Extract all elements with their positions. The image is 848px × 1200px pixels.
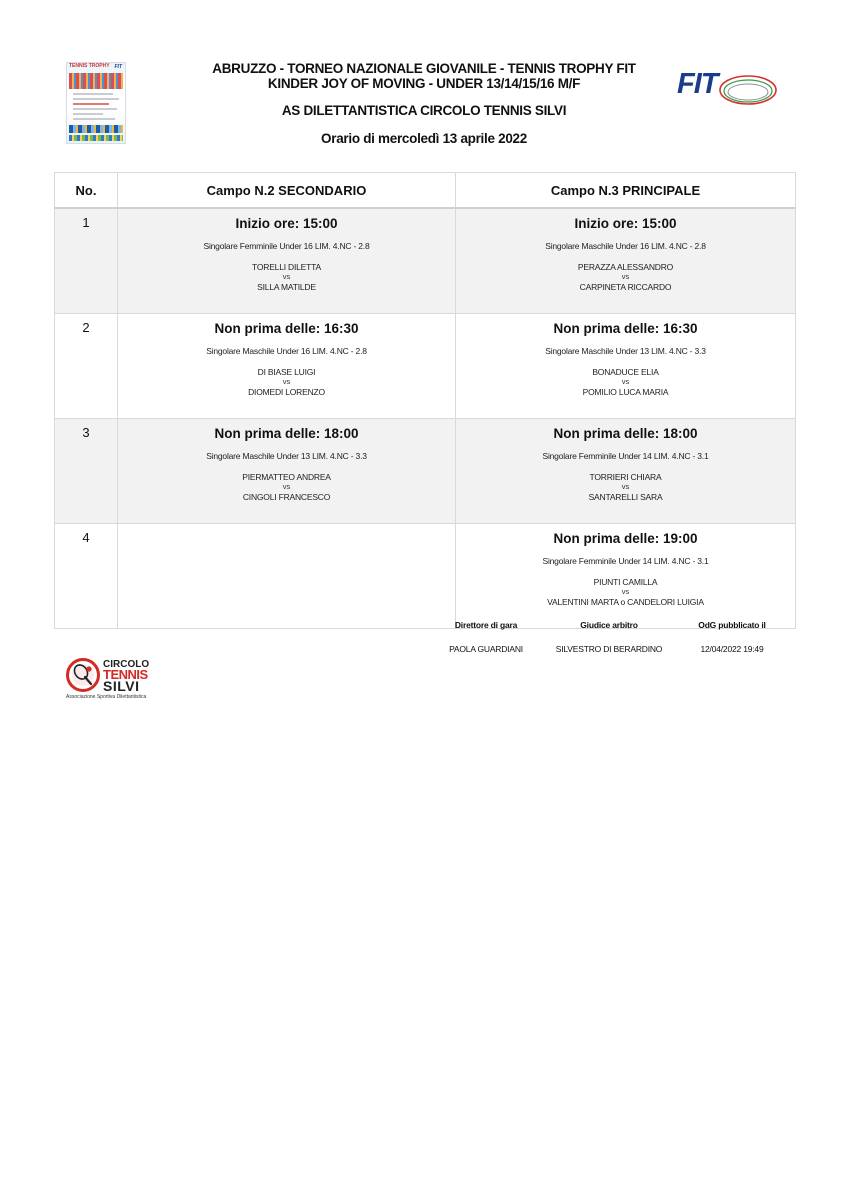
match-number: 4	[55, 524, 118, 629]
match-event: Singolare Maschile Under 16 LIM. 4.NC - 2.8	[545, 241, 706, 251]
tournament-poster-image	[66, 62, 126, 144]
versus-label: vs	[621, 587, 630, 596]
club-logo-word-3: SILVI	[103, 678, 140, 694]
player-1: DI BIASE LUIGI	[257, 367, 316, 377]
match-cell-court-2	[118, 314, 456, 419]
document-title	[140, 61, 708, 91]
match-event: Singolare Femminile Under 16 LIM. 4.NC - 2.8	[203, 241, 370, 251]
player-1: TORRIERI CHIARA	[589, 472, 662, 482]
poster-footer-band	[69, 135, 123, 141]
player-1: PIERMATTEO ANDREA	[242, 472, 331, 482]
table-row	[55, 524, 796, 629]
versus-label: vs	[282, 377, 291, 386]
match-number: 3	[55, 419, 118, 524]
match-time: Non prima delle: 19:00	[553, 531, 698, 546]
match-time: Inizio ore: 15:00	[235, 216, 338, 231]
player-2: CARPINETA RICCARDO	[579, 282, 672, 292]
club-logo-word-1: CIRCOLO	[103, 659, 150, 670]
published-datetime: 12/04/2022 19:49	[700, 644, 764, 654]
player-2: POMILIO LUCA MARIA	[582, 387, 669, 397]
player-2: DIOMEDI LORENZO	[248, 387, 325, 397]
title-line-2: KINDER JOY OF MOVING - UNDER 13/14/15/16 M/F	[267, 76, 581, 91]
table-row	[55, 419, 796, 524]
table-row	[55, 208, 796, 314]
match-cell-court-3	[456, 524, 796, 629]
match-event: Singolare Maschile Under 13 LIM. 4.NC - 3.3	[206, 451, 367, 461]
table-row	[55, 314, 796, 419]
match-cell-court-3	[456, 314, 796, 419]
table-header-row	[55, 173, 796, 209]
director-name: PAOLA GUARDIANI	[449, 644, 523, 654]
director-label: Direttore di gara	[454, 620, 518, 630]
match-time: Non prima delle: 16:30	[553, 321, 698, 336]
versus-label: vs	[282, 482, 291, 491]
player-1: TORELLI DILETTA	[252, 262, 321, 272]
poster-photo-band	[69, 73, 123, 89]
match-number: 2	[55, 314, 118, 419]
club-logo-subtitle: Associazione Sportiva Dilettantistica	[66, 694, 147, 700]
fit-logo-swoosh-icon	[718, 70, 782, 110]
player-1: PERAZZA ALESSANDRO	[577, 262, 674, 272]
match-event: Singolare Maschile Under 13 LIM. 4.NC - 3.3	[545, 346, 706, 356]
header-number: No.	[55, 173, 118, 209]
match-number: 1	[55, 208, 118, 314]
header-court-2: Campo N.2 SECONDARIO	[118, 173, 456, 209]
match-time: Non prima delle: 18:00	[214, 426, 359, 441]
versus-label: vs	[621, 272, 630, 281]
match-event: Singolare Femminile Under 14 LIM. 4.NC - 3.1	[542, 451, 709, 461]
referee-name: SILVESTRO DI BERARDINO	[555, 644, 663, 654]
match-cell-court-2-empty	[118, 524, 456, 629]
player-2: SILLA MATILDE	[257, 282, 316, 292]
player-2: SANTARELLI SARA	[588, 492, 663, 502]
official-published	[684, 620, 780, 654]
fit-logo-text: FIT	[677, 68, 718, 100]
schedule-table	[54, 172, 796, 629]
published-label: OdG pubblicato il	[698, 620, 766, 630]
match-event: Singolare Maschile Under 16 LIM. 4.NC - 2.8	[206, 346, 367, 356]
title-line-1: ABRUZZO - TORNEO NAZIONALE GIOVANILE - TENNIS TROPHY FIT	[212, 61, 636, 76]
versus-label: vs	[621, 482, 630, 491]
header-court-3: Campo N.3 PRINCIPALE	[456, 173, 796, 209]
versus-label: vs	[282, 272, 291, 281]
match-event: Singolare Femminile Under 14 LIM. 4.NC - 3.1	[542, 556, 709, 566]
club-name: AS DILETTANTISTICA CIRCOLO TENNIS SILVI	[281, 103, 567, 118]
fit-logo	[674, 66, 782, 110]
player-1: PIUNTI CAMILLA	[593, 577, 658, 587]
match-cell-court-3	[456, 208, 796, 314]
match-cell-court-3	[456, 419, 796, 524]
poster-sponsor-band	[69, 125, 123, 133]
schedule-date: Orario di mercoledì 13 aprile 2022	[321, 131, 527, 146]
match-cell-court-2	[118, 419, 456, 524]
player-2: CINGOLI FRANCESCO	[242, 492, 331, 502]
official-director	[436, 620, 536, 654]
match-time: Inizio ore: 15:00	[574, 216, 677, 231]
match-time: Non prima delle: 18:00	[553, 426, 698, 441]
match-time: Non prima delle: 16:30	[214, 321, 359, 336]
official-referee	[542, 620, 676, 654]
player-2: VALENTINI MARTA o CANDELORI LUIGIA	[547, 597, 704, 607]
versus-label: vs	[621, 377, 630, 386]
poster-fit-mark: FIT	[114, 64, 122, 70]
club-logo	[64, 656, 164, 702]
club-logo-word-2: TENNIS	[103, 667, 148, 682]
tennis-racket-icon	[66, 658, 100, 692]
match-cell-court-2	[118, 208, 456, 314]
referee-label: Giudice arbitro	[580, 620, 638, 630]
poster-title: TENNIS TROPHY	[69, 63, 110, 69]
player-1: BONADUCE ELIA	[592, 367, 659, 377]
